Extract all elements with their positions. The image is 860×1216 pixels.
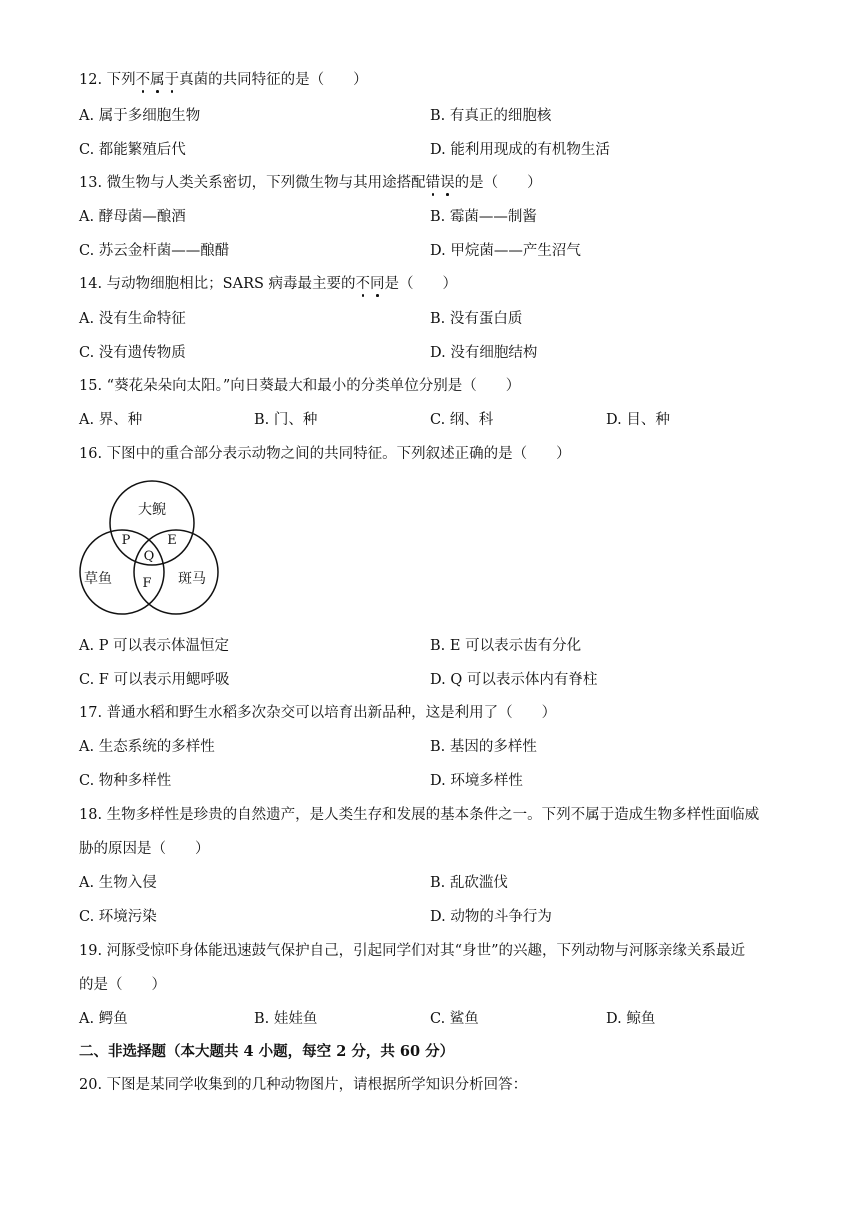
venn-region-f: F: [142, 576, 152, 591]
question-14-option-b: B. 没有蛋白质: [430, 311, 523, 327]
emphasis-char: 属: [150, 72, 165, 88]
question-14-stem: 14. 与动物细胞相比；SARS 病毒最主要的不同是（ ）: [79, 276, 458, 292]
question-12-option-d: D. 能利用现成的有机物生活: [430, 142, 610, 158]
section-2-heading: 二、非选择题（本大题共 4 小题，每空 2 分，共 60 分）: [79, 1043, 455, 1060]
question-17-option-d: D. 环境多样性: [430, 773, 523, 789]
question-20-stem: 20. 下图是某同学收集到的几种动物图片，请根据所学知识分析回答：: [79, 1077, 528, 1093]
question-19-stem-line-1: 19. 河豚受惊吓身体能迅速鼓气保护自己，引起同学们对其“身世”的兴趣，下列动物与河豚亲缘关系最近: [79, 943, 745, 959]
question-18-option-c: C. 环境污染: [79, 909, 157, 925]
question-13-option-b: B. 霉菌——制酱: [430, 209, 537, 225]
question-13-option-c: C. 苏云金杆菌——酿醋: [79, 243, 230, 259]
question-15-option-c: C. 纲、科: [430, 412, 494, 428]
venn-diagram: [76, 478, 224, 618]
question-16-option-a: A. P 可以表示体温恒定: [79, 638, 230, 654]
emphasis-char: 同: [370, 276, 385, 292]
question-17-option-c: C. 物种多样性: [79, 773, 172, 789]
question-16-stem: 16. 下图中的重合部分表示动物之间的共同特征。下列叙述正确的是（ ）: [79, 446, 571, 462]
emphasis-char: 误: [440, 175, 455, 191]
question-12-stem: 12. 下列不属于真菌的共同特征的是（ ）: [79, 72, 368, 88]
emphasis-char: 不: [355, 276, 371, 292]
question-15-stem: 15. “葵花朵朵向太阳。”向日葵最大和最小的分类单位分别是（ ）: [79, 378, 521, 394]
question-18-option-a: A. 生物入侵: [79, 875, 157, 891]
question-16-option-d: D. Q 可以表示体内有脊柱: [430, 672, 598, 688]
question-17-stem: 17. 普通水稻和野生水稻多次杂交可以培育出新品种，这是利用了（ ）: [79, 705, 557, 721]
question-18-stem-line-1: 18. 生物多样性是珍贵的自然遗产，是人类生存和发展的基本条件之一。下列不属于造成生物多样性面临威: [79, 807, 760, 823]
venn-label-top: 大鲵: [138, 502, 166, 518]
question-13-stem: 13. 微生物与人类关系密切，下列微生物与其用途搭配错误的是（ ）: [79, 175, 542, 191]
question-13-option-a: A. 酵母菌—酿酒: [79, 209, 186, 225]
question-19-stem-line-2: 的是（ ）: [79, 977, 166, 993]
question-12-option-b: B. 有真正的细胞核: [430, 108, 552, 124]
question-14-option-d: D. 没有细胞结构: [430, 345, 538, 361]
venn-label-right: 斑马: [178, 571, 206, 587]
question-14-option-c: C. 没有遗传物质: [79, 345, 186, 361]
question-19-option-b: B. 娃娃鱼: [254, 1011, 318, 1027]
emphasis-char: 错: [425, 175, 441, 191]
question-19-option-a: A. 鳄鱼: [79, 1011, 128, 1027]
question-13-option-d: D. 甲烷菌——产生沼气: [430, 243, 581, 259]
question-15-option-b: B. 门、种: [254, 412, 318, 428]
question-15-option-a: A. 界、种: [79, 412, 143, 428]
question-16-option-b: B. E 可以表示齿有分化: [430, 638, 582, 654]
question-12-option-a: A. 属于多细胞生物: [79, 108, 201, 124]
question-12-option-c: C. 都能繁殖后代: [79, 142, 186, 158]
question-16-option-c: C. F 可以表示用鳃呼吸: [79, 672, 230, 688]
question-18-option-d: D. 动物的斗争行为: [430, 909, 552, 925]
emphasis-char: 不: [135, 72, 151, 88]
question-15-option-d: D. 目、种: [606, 412, 670, 428]
emphasis-char: 于: [164, 72, 180, 88]
question-17-option-a: A. 生态系统的多样性: [79, 739, 215, 755]
venn-region-e: E: [167, 533, 177, 548]
question-19-option-d: D. 鲸鱼: [606, 1011, 656, 1027]
question-14-option-a: A. 没有生命特征: [79, 311, 186, 327]
question-19-option-c: C. 鲨鱼: [430, 1011, 479, 1027]
question-18-stem-line-2: 胁的原因是（ ）: [79, 841, 210, 857]
question-18-option-b: B. 乱砍滥伐: [430, 875, 508, 891]
venn-label-left: 草鱼: [84, 571, 112, 587]
venn-region-q: Q: [143, 549, 155, 564]
venn-svg: [76, 478, 224, 618]
venn-region-p: P: [121, 533, 131, 548]
question-17-option-b: B. 基因的多样性: [430, 739, 537, 755]
